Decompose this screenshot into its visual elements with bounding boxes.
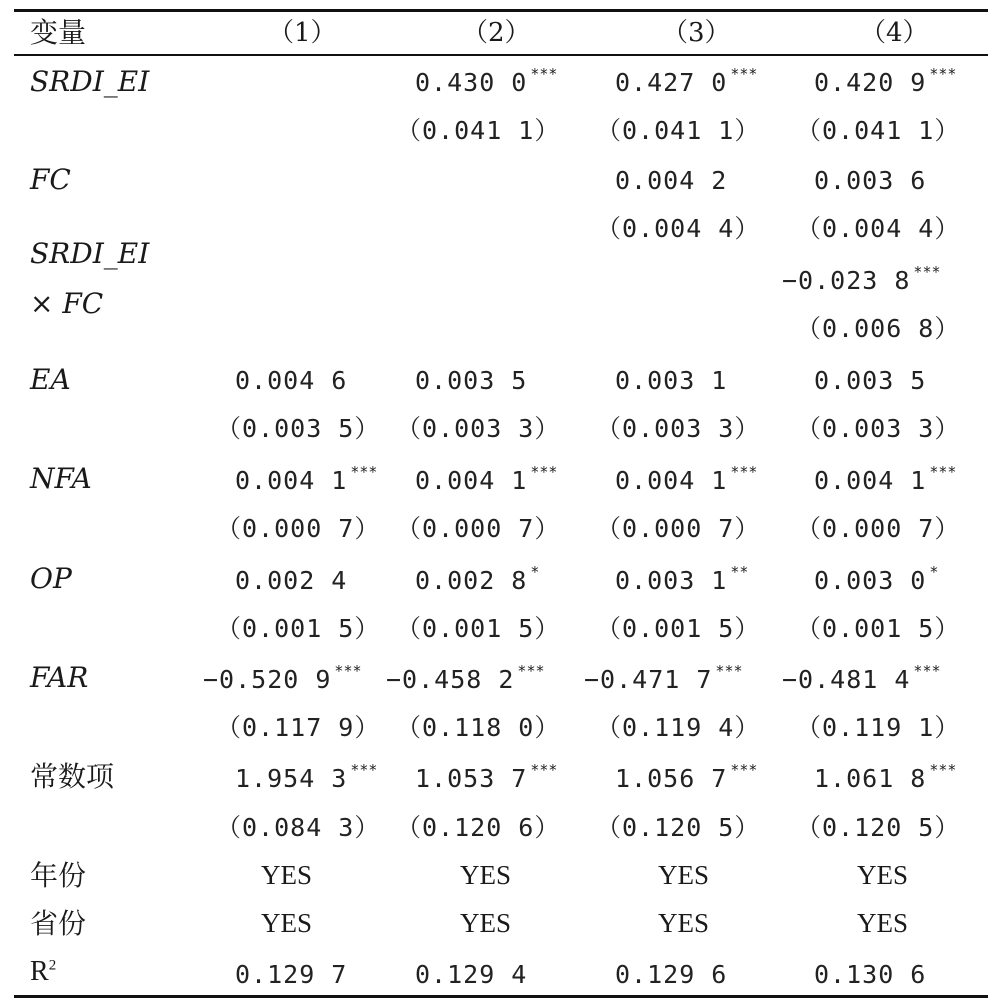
coef-srdi-ei-4: 0.420 9 *** xyxy=(814,65,957,97)
row-label-nfa: NFA xyxy=(30,462,92,495)
coef-srdi-ei-2: 0.430 0 *** xyxy=(415,65,558,97)
se-far-1: （0.117 9） xyxy=(216,713,381,742)
coef-op-3: 0.003 1 ** xyxy=(615,563,749,595)
se-srdi-ei-2: （0.041 1） xyxy=(396,116,561,145)
coef-interaction-4: −0.023 8 *** xyxy=(782,263,941,295)
se-nfa-2: （0.000 7） xyxy=(396,514,561,543)
se-far-4: （0.119 1） xyxy=(796,713,961,742)
province-fe-1: YES xyxy=(261,908,313,938)
coef-op-4: 0.003 0 * xyxy=(814,563,939,595)
coef-const-4: 1.061 8 *** xyxy=(814,761,957,793)
se-op-3: （0.001 5） xyxy=(596,614,761,643)
se-op-2: （0.001 5） xyxy=(396,614,561,643)
coef-ea-4: 0.003 5 xyxy=(814,366,927,395)
se-nfa-4: （0.000 7） xyxy=(796,514,961,543)
header-col-3: （3） xyxy=(662,18,731,48)
coef-op-1: 0.002 4 xyxy=(235,566,348,595)
row-label-r2: $R^2$ xyxy=(30,956,57,987)
coef-ea-2: 0.003 5 xyxy=(415,366,528,395)
r2-2: 0.129 4 xyxy=(415,960,528,989)
coef-ea-1: 0.004 6 xyxy=(235,366,348,395)
row-label-ea: EA xyxy=(30,363,71,396)
r2-3: 0.129 6 xyxy=(615,960,728,989)
se-srdi-ei-3: （0.041 1） xyxy=(596,116,761,145)
row-label-op: OP xyxy=(30,562,72,595)
se-nfa-1: （0.000 7） xyxy=(216,514,381,543)
se-ea-2: （0.003 3） xyxy=(396,414,561,443)
coef-far-2: −0.458 2 *** xyxy=(386,662,545,694)
header-variable: 变量 xyxy=(30,16,87,49)
year-fe-2: YES xyxy=(460,860,512,890)
se-srdi-ei-4: （0.041 1） xyxy=(796,116,961,145)
se-op-4: （0.001 5） xyxy=(796,614,961,643)
province-fe-4: YES xyxy=(857,908,909,938)
header-rule xyxy=(14,54,988,56)
top-rule xyxy=(14,9,988,12)
se-interaction-4: （0.006 8） xyxy=(796,314,961,343)
province-fe-3: YES xyxy=(658,908,710,938)
se-op-1: （0.001 5） xyxy=(216,614,381,643)
se-fc-4: （0.004 4） xyxy=(796,214,961,243)
se-far-2: （0.118 0） xyxy=(396,713,561,742)
bottom-rule xyxy=(14,995,988,998)
coef-nfa-2: 0.004 1 *** xyxy=(415,463,558,495)
header-col-1: （1） xyxy=(268,18,337,48)
coef-nfa-1: 0.004 1 *** xyxy=(235,463,378,495)
se-far-3: （0.119 4） xyxy=(596,713,761,742)
year-fe-4: YES xyxy=(857,860,909,890)
row-label-interaction-a: SRDI_EI xyxy=(30,237,150,270)
se-const-4: （0.120 5） xyxy=(796,813,961,842)
coef-nfa-4: 0.004 1 *** xyxy=(814,463,957,495)
se-ea-1: （0.003 5） xyxy=(216,414,381,443)
coef-const-3: 1.056 7 *** xyxy=(615,761,758,793)
coef-op-2: 0.002 8 * xyxy=(415,563,540,595)
year-fe-3: YES xyxy=(658,860,710,890)
coef-const-1: 1.954 3 *** xyxy=(235,761,378,793)
year-fe-1: YES xyxy=(261,860,313,890)
coef-far-3: −0.471 7 *** xyxy=(584,662,743,694)
r2-1: 0.129 7 xyxy=(235,960,348,989)
se-fc-3: （0.004 4） xyxy=(596,214,761,243)
row-label-province: 省份 xyxy=(30,907,87,940)
se-nfa-3: （0.000 7） xyxy=(596,514,761,543)
row-label-constant: 常数项 xyxy=(30,760,115,793)
row-label-far: FAR xyxy=(30,661,89,694)
coef-far-4: −0.481 4 *** xyxy=(782,662,941,694)
coef-far-1: −0.520 9 *** xyxy=(203,662,362,694)
coef-const-2: 1.053 7 *** xyxy=(415,761,558,793)
coef-ea-3: 0.003 1 xyxy=(615,366,728,395)
coef-srdi-ei-3: 0.427 0 *** xyxy=(615,65,758,97)
se-ea-3: （0.003 3） xyxy=(596,414,761,443)
row-label-fc: FC xyxy=(30,163,71,196)
coef-nfa-3: 0.004 1 *** xyxy=(615,463,758,495)
row-label-year: 年份 xyxy=(30,859,87,892)
row-label-interaction-b: × FC xyxy=(30,287,104,320)
se-const-1: （0.084 3） xyxy=(216,813,381,842)
se-const-3: （0.120 5） xyxy=(596,813,761,842)
header-col-2: （2） xyxy=(462,18,531,48)
coef-fc-3: 0.004 2 xyxy=(615,166,728,195)
header-col-4: （4） xyxy=(860,18,929,48)
row-label-srdi-ei: SRDI_EI xyxy=(30,65,150,98)
r2-4: 0.130 6 xyxy=(814,960,927,989)
se-const-2: （0.120 6） xyxy=(396,813,561,842)
se-ea-4: （0.003 3） xyxy=(796,414,961,443)
province-fe-2: YES xyxy=(460,908,512,938)
coef-fc-4: 0.003 6 xyxy=(814,166,927,195)
